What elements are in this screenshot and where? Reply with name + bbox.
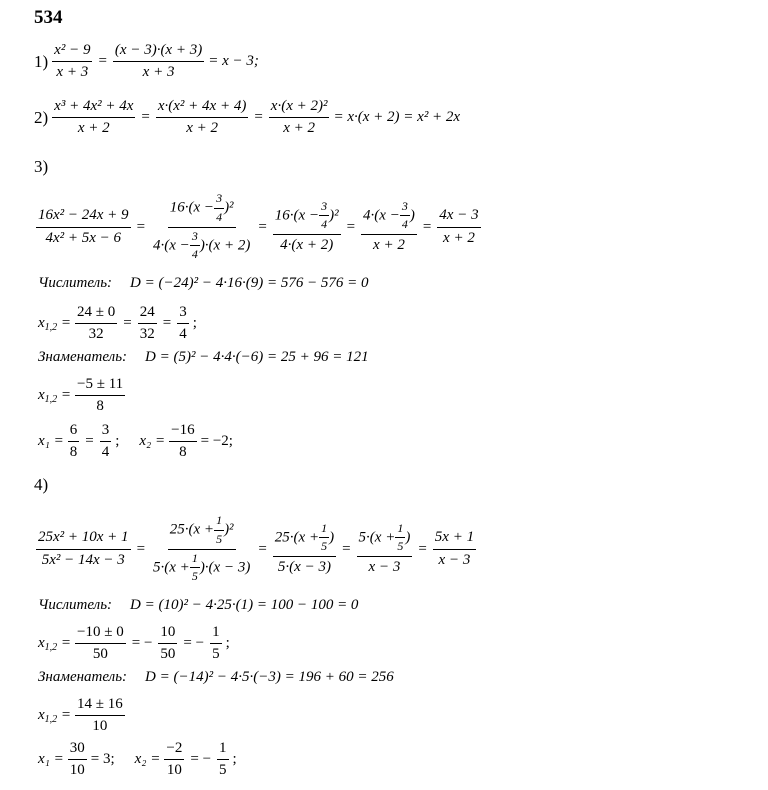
part-4-numerator-roots: $x_{1,2}$ = $\frac{-10 \pm 0}{50}$ = − $\frac{10}{50}$ = − $\frac{1}{5}$ ;	[38, 624, 230, 663]
part-4-denominator-roots: $x_{1,2}$ = $\frac{14 \pm 16}{10}$	[38, 696, 123, 735]
fraction: $\frac{-5 \pm 11}{8}$	[77, 376, 124, 415]
fraction: 16·(x − $\frac{3}{4}$ )² 4·(x + 2)	[274, 198, 339, 254]
part-4-numerator-discriminant: Числитель: D = (10)² − 4·25·(1) = 100 − 100 = 0	[38, 597, 359, 613]
numerator-label: Числитель:	[38, 597, 113, 613]
part-3-numerator-discriminant: Числитель: D = (−24)² − 4·16·(9) = 576 − 576 = 0	[38, 275, 369, 291]
fraction: $\frac{-10 \pm 0}{50}$	[77, 624, 124, 663]
part-1: 1) $\frac{\text{x² − 9}}{x + 3}$ = $\frac{(x - 3)\cdot(x + 3)}{x + 3}$ = x − 3;	[34, 42, 259, 81]
part-2-label: 2)	[34, 108, 49, 128]
fraction: 4·(x − $\frac{3}{4}$ ) x + 2	[363, 198, 415, 254]
part-1-label: 1)	[34, 52, 49, 72]
fraction: $\frac{3}{4}$	[101, 422, 110, 461]
fraction: 25·(x + $\frac{1}{5}$ ) 5·(x − 3)	[274, 520, 335, 576]
problem-number: 534	[34, 7, 63, 28]
fraction: $\frac{-16}{8}$	[171, 422, 195, 461]
fraction: $\frac{\text{x³ + 4x² + 4x}}{x + 2}$	[54, 98, 134, 137]
part-4-final-roots: x₁ = $\frac{30}{10}$ = 3; x₂ = $\frac{-2}{10}$ = − $\frac{1}{5}$ ;	[38, 740, 237, 779]
fraction: $\frac{30}{10}$	[69, 740, 85, 779]
fraction: 16·(x − $\frac{3}{4}$ )² 4·(x − $\frac{3}{4}$ )·(x + 2)	[153, 191, 251, 262]
part-3-denominator-discriminant: Знаменатель: D = (5)² − 4·4·(−6) = 25 + 96 = 121	[38, 349, 369, 365]
fraction: $\frac{24 \pm 0}{32}$	[77, 304, 116, 343]
fraction: $\frac{4x - 3}{x + 2}$	[439, 207, 479, 246]
part-4-denominator-discriminant: Знаменатель: D = (−14)² − 4·5·(−3) = 196 + 60 = 256	[38, 669, 394, 685]
result: = x·(x + 2) = x² + 2x	[333, 109, 461, 126]
fraction: $\frac{5x + 1}{x - 3}$	[434, 529, 475, 568]
part-4-label: 4)	[34, 475, 49, 494]
part-4-fraction-chain: $\frac{\text{25x² + 10x + 1}}{\text{5x² − 14x − 3}}$ = 25·(x + $\frac{1}{5}$ )² 5·(x + $\frac{1}{5}$ )·(x − 3) = 25·(x + $\frac{1}{5}$ ) 5·(x − 3) = 5·(x + $\frac{1}{5}$ ) x − 3 = $\frac{5x + 1}{x - 3}$	[38, 513, 475, 584]
part-3-fraction-chain: $\frac{\text{16x² − 24x + 9}}{\text{4x² + 5x − 6}}$ = 16·(x − $\frac{3}{4}$ )² 4·(x − $\frac{3}{4}$ )·(x + 2) = 16·(x − $\frac{3}{4}$ )² 4·(x + 2) = 4·(x − $\frac{3}{4}$ ) x + 2 = $\frac{4x - 3}{x + 2}$	[38, 191, 479, 262]
numerator-label: Числитель:	[38, 275, 113, 291]
result: = x − 3;	[208, 53, 259, 70]
fraction: $\frac{24}{32}$	[139, 304, 155, 343]
fraction: $\frac{\text{x² − 9}}{x + 3}$	[54, 42, 91, 81]
part-3-denominator-roots: $x_{1,2}$ = $\frac{-5 \pm 11}{8}$	[38, 376, 124, 415]
fraction: $\frac{3}{4}$	[179, 304, 187, 343]
fraction: $\frac{\text{16x² − 24x + 9}}{\text{4x² + 5x − 6}}$	[38, 207, 129, 246]
part-3-label: 3)	[34, 157, 49, 176]
fraction: $\frac{\text{x·(x + 2)²}}{x + 2}$	[270, 98, 328, 137]
fraction: $\frac{\text{25x² + 10x + 1}}{\text{5x² − 14x − 3}}$	[38, 529, 129, 568]
fraction: 5·(x + $\frac{1}{5}$ ) x − 3	[358, 520, 411, 576]
fraction: $\frac{14 \pm 16}{10}$	[77, 696, 123, 735]
fraction: $\frac{1}{5}$	[219, 740, 227, 779]
fraction: $\frac{\text{x·(x² + 4x + 4)}}{x + 2}$	[157, 98, 247, 137]
denominator-label: Знаменатель:	[38, 349, 128, 365]
fraction: $\frac{(x - 3)\cdot(x + 3)}{x + 3}$	[114, 42, 203, 81]
part-3-numerator-roots: $x_{1,2}$ = $\frac{24 \pm 0}{32}$ = $\frac{24}{32}$ = $\frac{3}{4}$ ;	[38, 304, 197, 343]
denominator-label: Знаменатель:	[38, 669, 128, 685]
part-3-final-roots: x₁ = $\frac{6}{8}$ = $\frac{3}{4}$ ; x₂ = $\frac{-16}{8}$ = −2;	[38, 422, 233, 461]
fraction: $\frac{-2}{10}$	[166, 740, 183, 779]
fraction: $\frac{10}{50}$	[160, 624, 176, 663]
fraction: 25·(x + $\frac{1}{5}$ )² 5·(x + $\frac{1}{5}$ )·(x − 3)	[153, 513, 251, 584]
fraction: $\frac{1}{5}$	[212, 624, 220, 663]
part-2: 2) $\frac{\text{x³ + 4x² + 4x}}{x + 2}$ = $\frac{\text{x·(x² + 4x + 4)}}{x + 2}$ = $\frac{\text{x·(x + 2)²}}{x + 2}$ = x·(x + 2) = x² + 2x	[34, 98, 461, 137]
fraction: $\frac{6}{8}$	[69, 422, 78, 461]
